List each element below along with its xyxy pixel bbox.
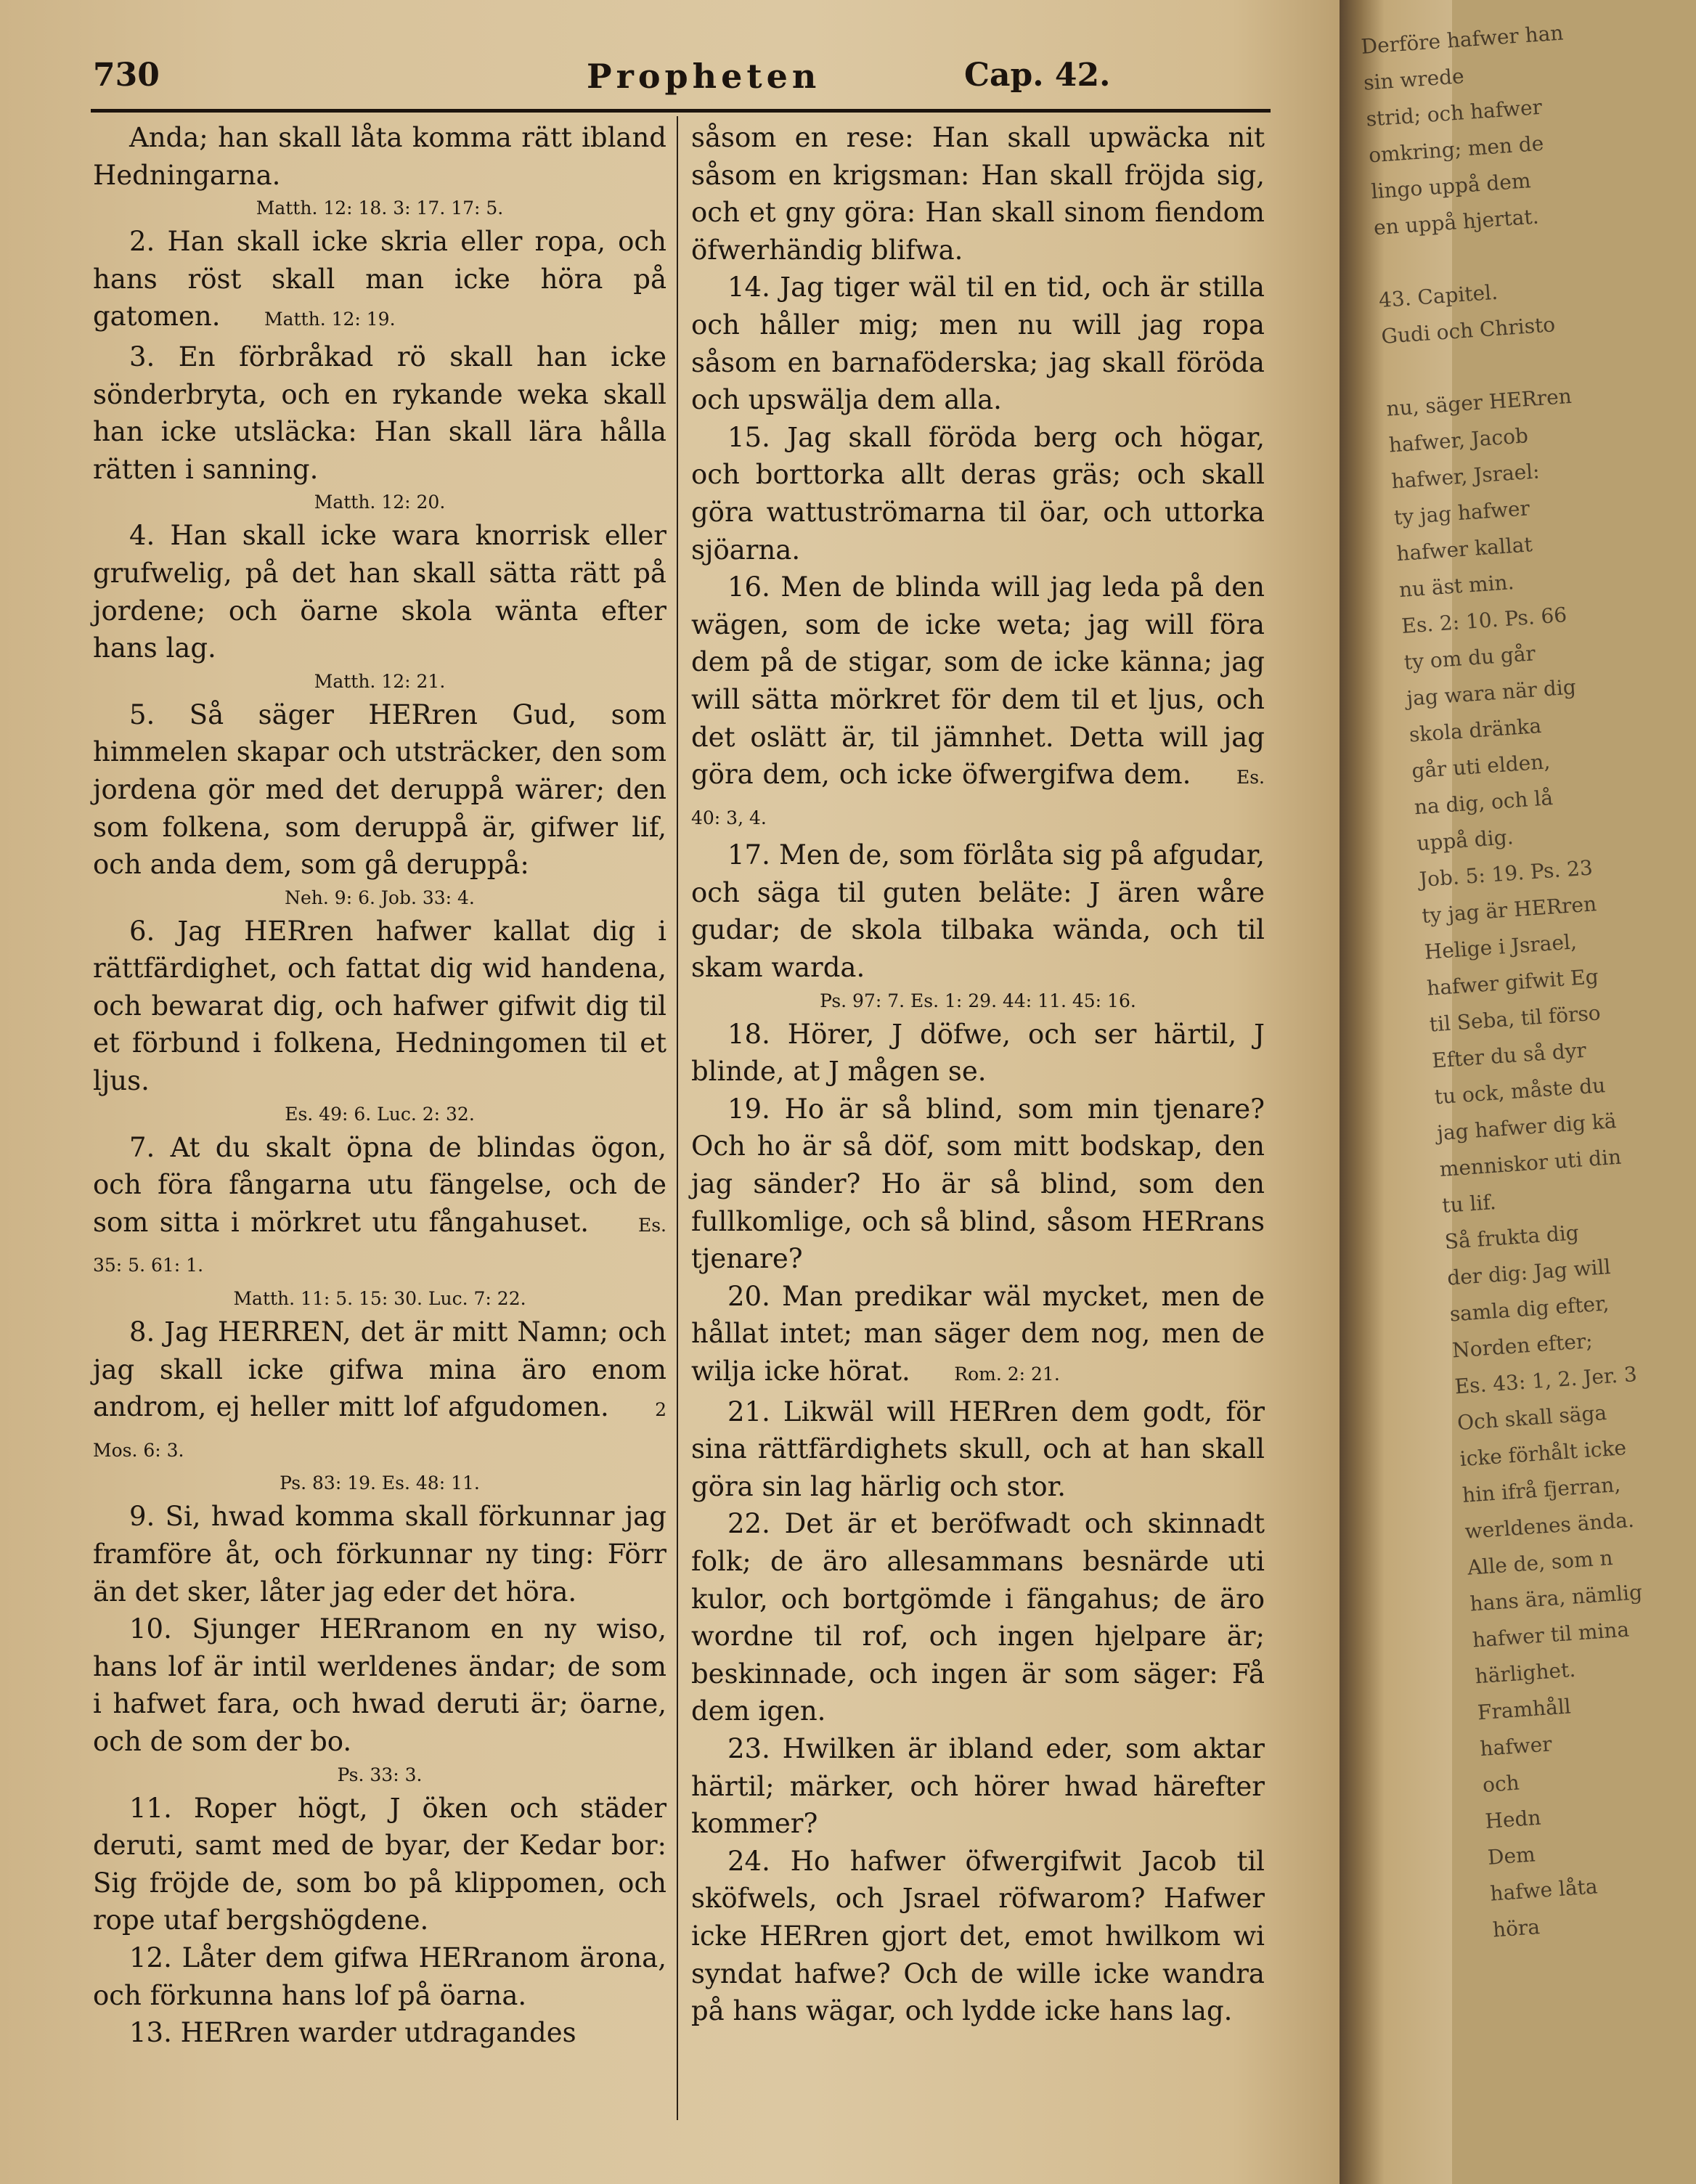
verse [691,1393,1265,1506]
column-divider [677,116,678,2120]
inline-reference: Matth. 12: 19. [264,309,396,330]
verse [93,338,666,488]
verse-text: 20. Man predikar wäl mycket, men de hållat intet; man säger dem nog, men de wilja icke hörat. [691,1280,1265,1387]
verse-text: 3. En förbråkad rö skall han icke sönderbryta, och en rykande weka skall han icke utsläcka: Han skall lära hålla rätten i sanning. [93,341,666,485]
verse [691,419,1265,569]
verse-text: 10. Sjunger HERranom en ny wiso, hans lof är intil werldenes ändar; de som i hafwet fara, och hwad deruti är; öarne, och de som der bo. [93,1613,666,1757]
inline-reference: 2 Mos. 6: 3. [93,1399,667,1461]
verse-text: 16. Men de blinda will jag leda på den wägen, som de icke weta; jag will föra dem på de stigar, som de icke känna; jag will sätta mörkret för dem til et ljus, och det oslätt är, til jämnhet. Detta will jag göra dem, och icke öfwergifwa dem. [691,571,1265,791]
verse [93,119,666,194]
verse [93,1790,666,1939]
right-column [691,119,1265,2030]
verse [93,223,666,338]
verse-text: Anda; han skall låta komma rätt ibland Hedningarna. [93,122,666,191]
cross-reference: Ps. 97: 7. Es. 1: 29. 44: 11. 45: 16. [820,990,1136,1011]
chapter-label: Cap. 42. [964,57,1111,94]
page-header [93,57,1269,107]
verse-text: 7. At du skalt öpna de blindas ögon, och föra fångarna utu fängelse, och de som sitta i mörkret utu fångahuset. [93,1131,666,1238]
inline-reference: Es. 35: 5. 61: 1. [93,1214,666,1276]
cross-reference: Ps. 83: 19. Es. 48: 11. [280,1472,480,1494]
adjacent-page-margin-text: Derföre hafwer han sin wrede strid; och hafwer omkring; men de lingo uppå dem en uppå hjertat. 43. Capitel. Gudi och Christo nu, säger HERren hafwer, Jacob hafwer, Jsrael: ty jag hafwer hafwer kallat nu äst min. Es. 2: 10. Ps. 66 ty om du går jag wara när dig skola dränka går uti elden, na dig, och lå uppå dig. Job. 5: 19. Ps. 23 ty jag är HERren Helige i Jsrael, hafwer gifwit Eg til Seba, til förso Efter du så dyr tu ock, måste du jag hafwer dig kä menniskor uti din tu lif. Så frukta dig der dig: Jag will samla dig efter, Norden efter; Es. 43: 1, 2. Jer. 3 Och skall säga icke förhålt icke hin ifrå fjerran, werldenes ända. Alle de, som n hans ära, nämlig hafwer til mina härlighet. Framhåll hafwer och Hedn Dem hafwe låta höra [1360,20,1643,1942]
verse [93,2014,666,2052]
cross-reference: Matth. 11: 5. 15: 30. Luc. 7: 22. [233,1288,526,1310]
adjacent-page-edge [1340,0,1643,2184]
verse-text: 11. Roper högt, J öken och städer deruti, samt med de byar, der Kedar bor: Sig fröjde de, som bo på klippomen, och rope utaf bergshögdene. [93,1792,666,1936]
inline-reference: Rom. 2: 21. [954,1364,1060,1385]
verse [93,1129,666,1284]
verse-text: 13. HERren warder utdragandes [129,2017,576,2049]
verse [93,1313,666,1469]
verse-text: 2. Han skall icke skria eller ropa, och hans röst skall man icke höra på gatomen. [93,226,666,333]
verse-text: 9. Si, hwad komma skall förkunnar jag framföre åt, och förkunnar ny ting: Förr än det sker, låter jag eder det höra. [93,1501,666,1608]
verse [691,269,1265,418]
page-title: Propheten [587,57,821,96]
cross-reference: Matth. 12: 20. [314,492,446,513]
verse-text: 23. Hwilken är ibland eder, som aktar härtil; märker, och hörer hwad härefter kommer? [691,1732,1265,1840]
verse [691,119,1265,269]
verse [691,836,1265,986]
verse [93,517,666,667]
verse [691,1091,1265,1278]
verse-text: 5. Så säger HERren Gud, som himmelen skapar och utsträcker, den som jordena gör med det deruppå wärer; den som folkena, som deruppå är, gifwer lif, och anda dem, som gå deruppå: [93,698,666,881]
verse-text: 15. Jag skall föröda berg och högar, och borttorka allt deras gräs; och skall göra wattuströmarna til öar, och uttorka sjöarna. [691,421,1265,566]
cross-reference: Es. 49: 6. Luc. 2: 32. [285,1103,475,1125]
verse [93,913,666,1100]
verse-text: 14. Jag tiger wäl til en tid, och är stilla och håller mig; men nu will jag ropa såsom en barnaföderska; jag skall föröda och upswälja dem alla. [691,272,1265,416]
header-rule [91,109,1271,113]
verse [691,1843,1265,2030]
cross-reference: Matth. 12: 21. [314,670,446,692]
verse [93,1610,666,1760]
verse-text: 21. Likwäl will HERren dem godt, för sina rättfärdighets skull, och at han skall göra sin lag härlig och stor. [691,1395,1265,1502]
verse-text: 19. Ho är så blind, som min tjenare? Och ho är så döf, som mitt bodskap, den jag sänder? Ho är så blind, som den fullkomlige, och så blind, såsom HERrans tjenare? [691,1093,1265,1275]
verse [93,1939,666,2014]
verse [691,1278,1265,1393]
verse [691,1730,1265,1843]
verse-text: såsom en rese: Han skall upwäcka nit såsom en krigsman: Han skall fröjda sig, och et gny göra: Han skall sinom fiendom öfwerhändig blifwa. [691,122,1265,266]
verse [691,569,1265,836]
verse-text: 4. Han skall icke wara knorrisk eller grufwelig, på det han skall sätta rätt på jordene; och öarne skola wänta efter hans lag. [93,520,666,664]
verse-text: 22. Det är et beröfwadt och skinnadt folk; de äro allesammans besnärde uti kulor, och bortgömde i fängahus; de äro wordne til rof, och ingen hjelpare är; beskinnade, och ingen är som säger: Få dem igen. [691,1508,1265,1727]
verse-text: 6. Jag HERren hafwer kallat dig i rättfärdighet, och fattat dig wid handena, och bewarat dig, och hafwer gifwit dig til et förbund i folkena, Hedningomen til et ljus. [93,915,666,1097]
cross-reference: Neh. 9: 6. Job. 33: 4. [285,887,475,908]
verse-text: 18. Hörer, J döfwe, och ser härtil, J blinde, at J mågen se. [691,1018,1265,1088]
verse-text: 8. Jag HERREN, det är mitt Namn; och jag skall icke gifwa mina äro enom androm, ej heller mitt lof afgudomen. [93,1316,666,1423]
verse [93,696,666,884]
cross-reference: Matth. 12: 18. 3: 17. 17: 5. [256,197,504,219]
cross-reference: Ps. 33: 3. [337,1764,423,1785]
verse [93,1498,666,1610]
inline-reference: Es. 40: 3, 4. [691,767,1265,828]
verse [691,1016,1265,1091]
page-number: 730 [93,57,160,94]
verse [691,1505,1265,1730]
verse-text: 12. Låter dem gifwa HERranom ärona, och förkunna hans lof på öarna. [93,1941,666,2011]
verse-text: 17. Men de, som förlåta sig på afgudar, och säga til guten beläte: J ären wåre gudar; de skola tilbaka wända, och til skam warda. [691,839,1265,984]
left-column [93,119,666,2052]
verse-text: 24. Ho hafwer öfwergifwit Jacob til sköfwels, och Jsrael röfwarom? Hafwer icke HERren gjort det, emot hwilkom wi syndat hafwe? Och de wille icke wandra på hans wägar, och lydde icke hans lag. [691,1845,1265,2027]
